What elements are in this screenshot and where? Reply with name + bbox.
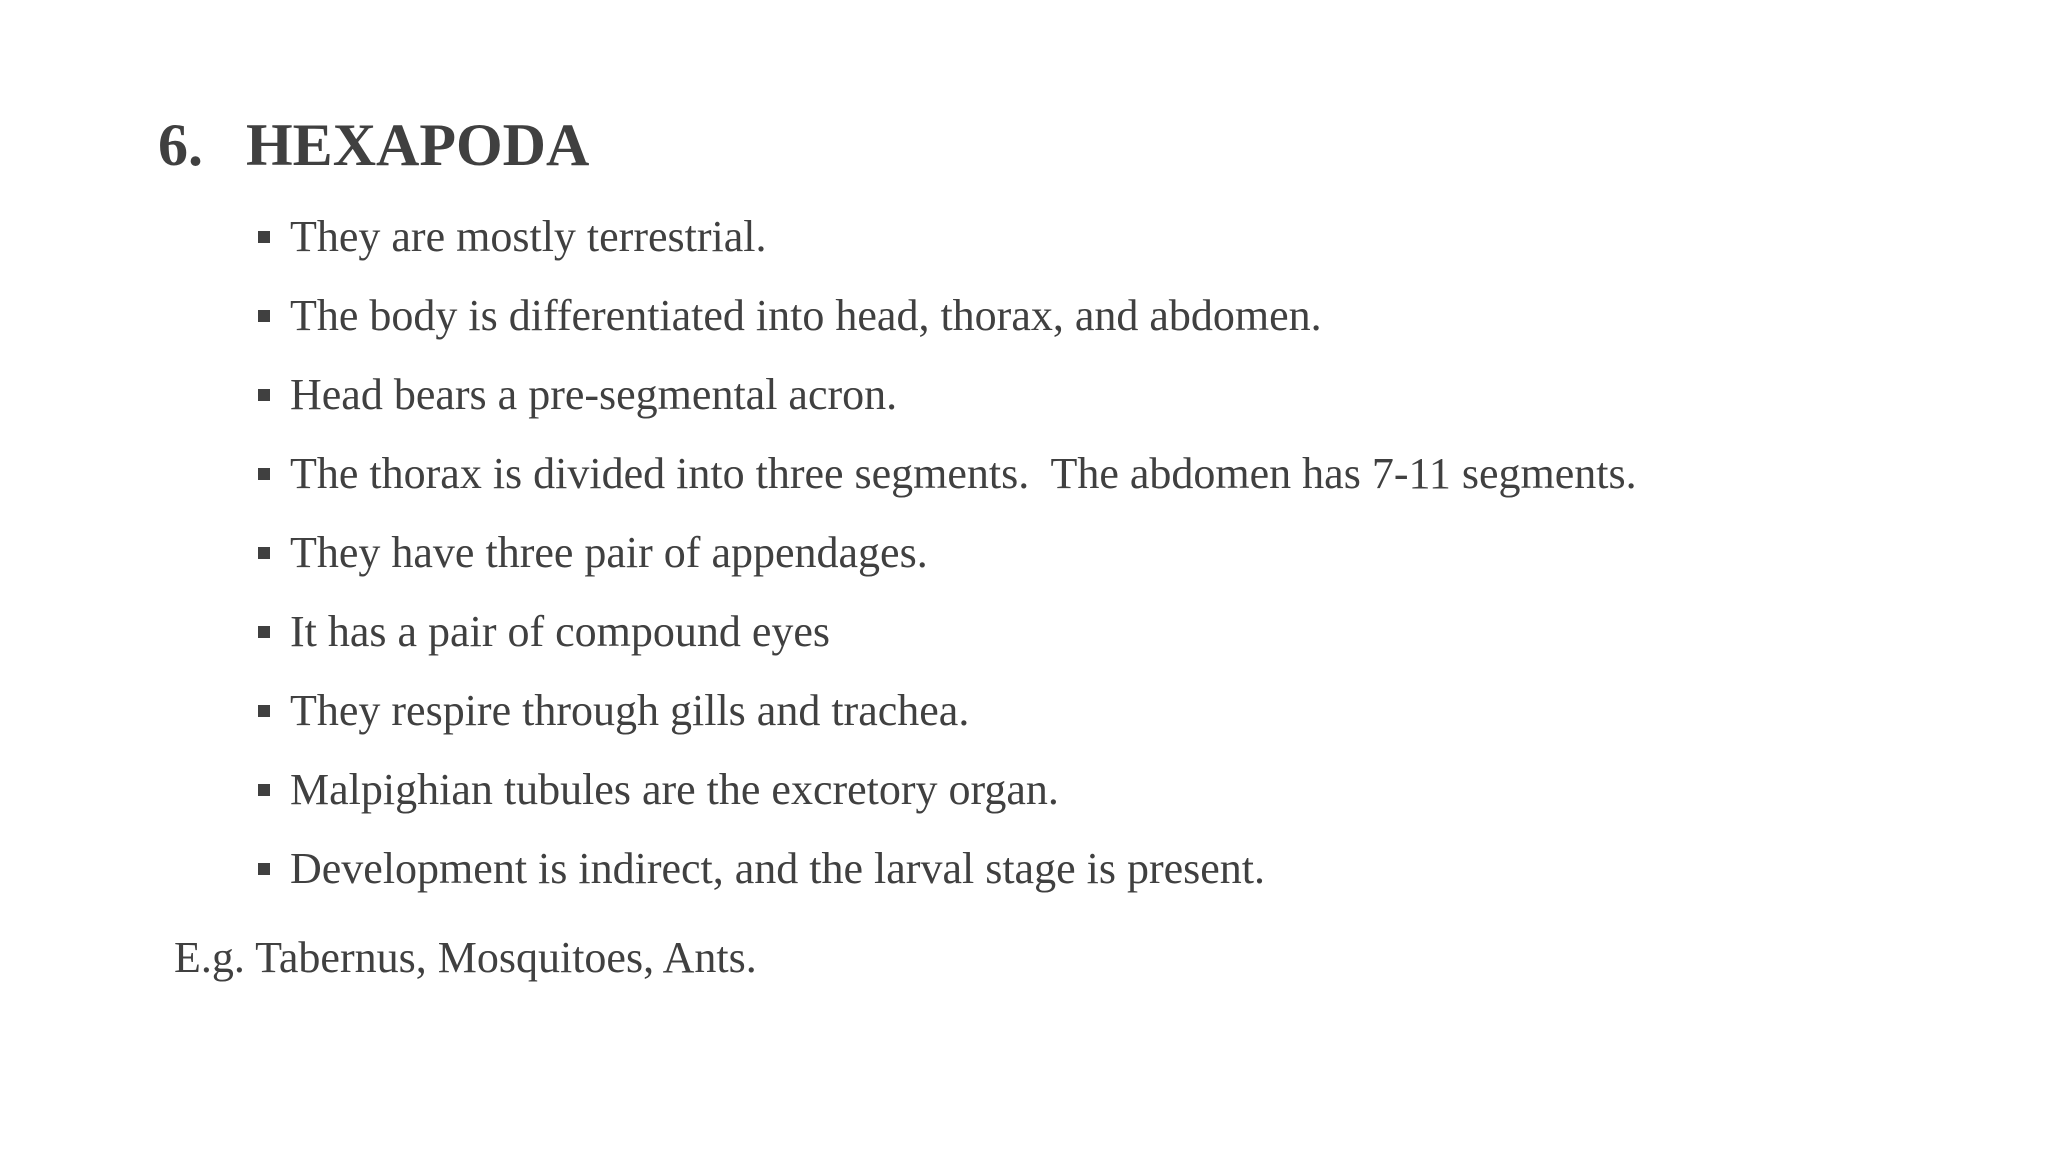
square-bullet-icon bbox=[258, 626, 270, 638]
square-bullet-icon bbox=[258, 468, 270, 480]
list-item bbox=[255, 523, 1637, 602]
bullet-text: The body is differentiated into head, thorax, and abdomen. bbox=[290, 291, 1322, 340]
list-item bbox=[255, 286, 1637, 365]
title-text: HEXAPODA bbox=[246, 112, 590, 178]
list-item bbox=[255, 839, 1637, 918]
list-item bbox=[255, 444, 1637, 523]
list-item bbox=[255, 207, 1637, 286]
list-item bbox=[255, 602, 1637, 681]
list-item bbox=[255, 760, 1637, 839]
list-item bbox=[255, 365, 1637, 444]
bullet-list bbox=[255, 207, 1637, 918]
bullet-text: It has a pair of compound eyes bbox=[290, 607, 831, 656]
square-bullet-icon bbox=[258, 389, 270, 401]
bullet-text: Development is indirect, and the larval stage is present. bbox=[290, 844, 1266, 893]
slide-title bbox=[158, 108, 589, 182]
square-bullet-icon bbox=[258, 231, 270, 243]
bullet-text: The thorax is divided into three segments. The abdomen has 7-11 segments. bbox=[290, 449, 1637, 498]
square-bullet-icon bbox=[258, 784, 270, 796]
example-text: E.g. Tabernus, Mosquitoes, Ants. bbox=[174, 933, 757, 982]
square-bullet-icon bbox=[258, 310, 270, 322]
square-bullet-icon bbox=[258, 863, 270, 875]
bullet-text: They respire through gills and trachea. bbox=[290, 686, 970, 735]
bullet-text: They have three pair of appendages. bbox=[290, 528, 928, 577]
bullet-text: Head bears a pre-segmental acron. bbox=[290, 370, 898, 419]
list-item bbox=[255, 681, 1637, 760]
square-bullet-icon bbox=[258, 547, 270, 559]
title-number: 6. bbox=[158, 112, 203, 178]
bullet-text: They are mostly terrestrial. bbox=[290, 212, 767, 261]
bullet-text: Malpighian tubules are the excretory organ. bbox=[290, 765, 1059, 814]
square-bullet-icon bbox=[258, 705, 270, 717]
